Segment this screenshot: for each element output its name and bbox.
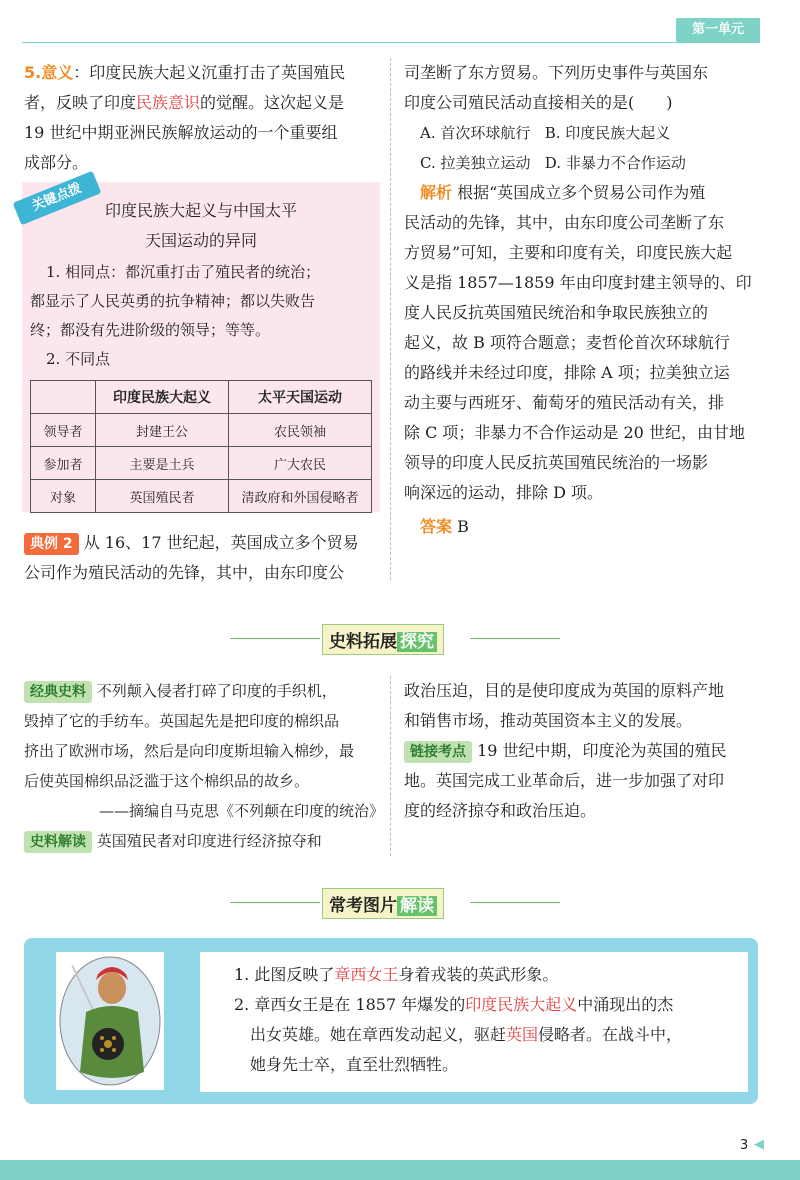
portrait-frame [56,952,164,1090]
classic-source-tag: 经典史料 [24,681,92,703]
point5-line3: 19 世纪中期亚洲民族解放运动的一个重要组 [24,123,338,142]
comparison-table [30,380,372,513]
exam-link-line: 19 世纪中期，印度沦为英国的殖民 [477,741,727,760]
table-cell: 主要是土兵 [96,447,229,480]
analysis-label: 解析 [420,183,453,202]
analysis-line: 根据“英国成立多个贸易公司作为殖 [457,183,706,202]
question-line1: 司垄断了东方贸易。下列历史事件与英国东 [404,63,709,82]
option-b: B. 印度民族大起义 [544,124,671,142]
table-header-cell [31,381,96,414]
example-continued [404,58,764,542]
source-line: 挤出了欧洲市场，然后是向印度斯坦输入棉纱，最 [24,742,355,760]
unit-tab: 第一单元 [676,18,760,42]
table-cell: 英国殖民者 [96,480,229,513]
column-divider [390,58,391,580]
interpretation-line: 和销售市场，推动英国资本主义的发展。 [404,711,693,730]
answer-value: B [457,517,469,536]
analysis-line: 义是指 1857—1859 年由印度封建主领导的、印 [404,273,752,292]
point5-highlight: 民族意识 [136,93,201,112]
analysis-line: 方贸易”可知，主要和印度有关，印度民族大起 [404,243,733,262]
footer-bar [0,1160,800,1180]
section-title-pictures [322,888,444,919]
key-same-points [30,258,376,374]
table-cell: 清政府和外国侵略者 [229,480,372,513]
table-row [31,480,372,513]
picture-line: 她身先士卒，直至壮烈牺牲。 [250,1055,459,1074]
option-a: A. 首次环球航行 [420,124,531,142]
example-tag: 典例 2 [24,533,79,555]
source-citation: ——摘编自马克思《不列颠在印度的统治》 [98,802,384,820]
analysis-line: 民活动的先锋，其中，由东印度公司垄断了东 [404,213,725,232]
analysis-line: 领导的印度人民反抗英国殖民统治的一场影 [404,453,709,472]
section-line-right [470,902,560,903]
exam-link-line: 地。英国完成工业革命后，进一步加强了对印 [404,771,725,790]
key-same-line2: 都显示了人民英勇的抗争精神；都以失败告 [30,292,316,310]
section-title-highlight: 探究 [397,632,437,652]
table-cell: 广大农民 [229,447,372,480]
key-same-line3: 终；都没有先进阶级的领导；等等。 [30,321,271,339]
column-divider [390,676,391,856]
table-header-cell: 印度民族大起义 [96,381,229,414]
section-title-highlight: 解读 [397,896,437,916]
interpretation-continued [404,676,764,826]
table-header-cell: 太平天国运动 [229,381,372,414]
picture-line: 身着戎装的英武形象。 [398,965,559,984]
point5-line4: 成部分。 [24,153,89,172]
page-arrow-icon: ◀ [754,1137,764,1152]
source-line: 毁掉了它的手纺车。英国起先是把印度的棉织品 [24,712,340,730]
exam-link-tag: 链接考点 [404,741,472,763]
key-title [22,196,380,256]
interpretation-line: 政治压迫，目的是使印度成为英国的原料产地 [404,681,725,700]
point5-title: 意义 [41,63,74,82]
page-number: 3 [740,1138,749,1153]
rani-portrait-image [56,952,164,1090]
table-cell: 对象 [31,480,96,513]
point5-line2b: 的觉醒。这次起义是 [200,93,345,112]
key-title-line1: 印度民族大起义与中国太平 [104,201,297,220]
picture-line: 1. 此图反映了 [234,965,335,984]
key-title-line2: 天国运动的异同 [144,231,257,250]
point5-num: 5. [24,63,42,82]
picture-line: 出女英雄。她在章西发动起义，驱赶 [250,1025,507,1044]
point5-paragraph [24,58,384,178]
option-d: D. 非暴力不合作运动 [544,154,686,172]
answer-label: 答案 [420,517,453,536]
section-title-main: 常考图片 [329,896,397,916]
example-line2: 公司作为殖民活动的先锋，其中，由东印度公 [24,563,345,582]
picture-line: 中涌现出的杰 [577,995,674,1014]
analysis-line: 的路线并未经过印度，排除 A 项；拉美独立运 [404,363,730,382]
point5-line2a: 者，反映了印度 [24,93,137,112]
exam-link-line: 度的经济掠夺和政治压迫。 [404,801,597,820]
section-line-left [230,638,320,639]
picture-highlight: 章西女王 [334,965,399,984]
section-title-source [322,624,444,655]
table-header-row [31,381,372,414]
source-line: 不列颠入侵者打碎了印度的手织机， [96,682,337,700]
source-line: 后使英国棉织品泛滥于这个棉织品的故乡。 [24,772,310,790]
interpretation-tag: 史料解读 [24,831,92,853]
analysis-line: 动主要与西班牙、葡萄牙的殖民活动有关，排 [404,393,725,412]
picture-highlight: 印度民族大起义 [465,995,578,1014]
picture-highlight: 英国 [506,1025,539,1044]
key-points-tag: 关键点拨 [13,171,102,225]
point5-line1: ：印度民族大起义沉重打击了英国殖民 [73,63,346,82]
table-cell: 封建王公 [96,414,229,447]
table-cell: 参加者 [31,447,96,480]
section-title-main: 史料拓展 [329,632,397,652]
section-line-right [470,638,560,639]
analysis-line: 除 C 项；非暴力不合作运动是 20 世纪，由甘地 [404,423,745,442]
analysis-line: 起义，故 B 项符合题意；麦哲伦首次环球航行 [404,333,730,352]
analysis-line: 度人民反抗英国殖民统治和争取民族独立的 [404,303,709,322]
picture-line: 侵略者。在战斗中， [538,1025,683,1044]
key-diff-label: 2. 不同点 [46,350,111,368]
question-line2: 印度公司殖民活动直接相关的是( ) [404,93,673,112]
table-cell: 农民领袖 [229,414,372,447]
table-cell: 领导者 [31,414,96,447]
example-line1: 从 16、17 世纪起，英国成立多个贸易 [83,533,359,552]
section-line-left [230,902,320,903]
picture-text [234,960,744,1080]
option-c: C. 拉美独立运动 [420,154,531,172]
key-same-line1: 1. 相同点：都沉重打击了殖民者的统治； [46,263,321,281]
classic-source [24,676,384,856]
picture-line: 2. 章西女王是在 1857 年爆发的 [234,995,466,1014]
table-row [31,414,372,447]
interpretation-line: 英国殖民者对印度进行经济掠夺和 [96,832,322,850]
analysis-line: 响深远的运动，排除 D 项。 [404,483,604,502]
header-rule [22,42,760,43]
example-question [24,528,384,588]
table-row [31,447,372,480]
